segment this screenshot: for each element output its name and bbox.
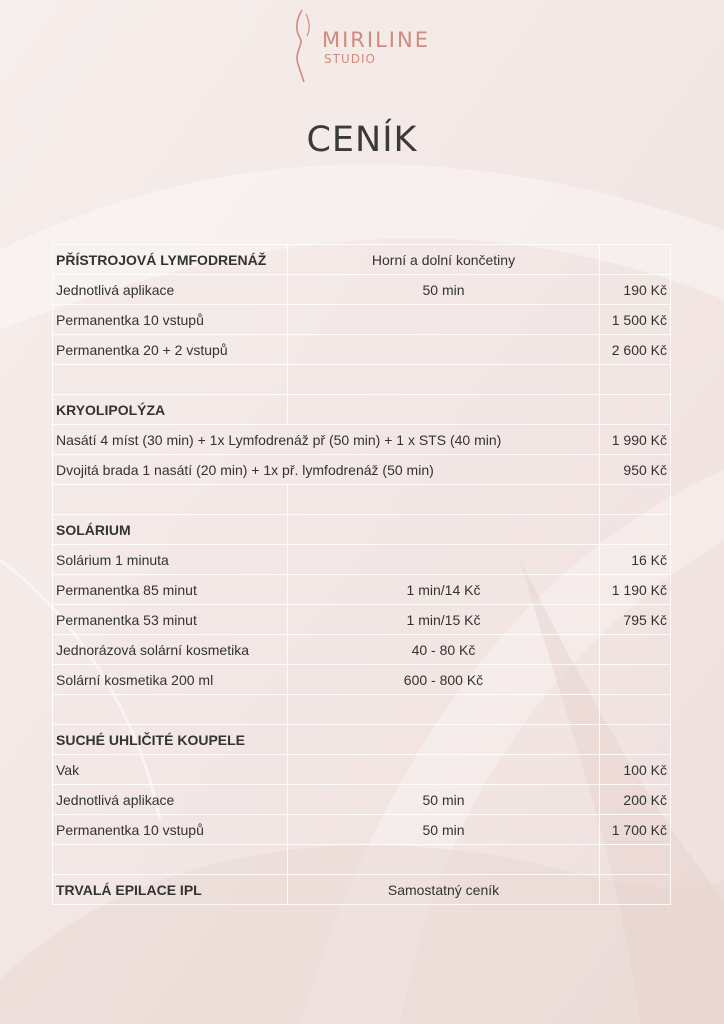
table-row <box>53 335 671 365</box>
table-row <box>53 815 671 845</box>
body-silhouette-icon <box>288 8 318 83</box>
item-detail <box>288 305 600 335</box>
logo <box>288 8 448 83</box>
section-header-lymfo <box>53 245 671 275</box>
item-detail: 1 min/15 Kč <box>288 605 600 635</box>
item-price <box>600 665 671 695</box>
item-price: 2 600 Kč <box>600 335 671 365</box>
section-note: Horní a dolní končetiny <box>288 245 600 275</box>
table-row <box>53 575 671 605</box>
table-row <box>53 455 671 485</box>
item-price: 795 Kč <box>600 605 671 635</box>
item-price: 1 500 Kč <box>600 305 671 335</box>
item-name: Solární kosmetika 200 ml <box>53 665 288 695</box>
section-note: Samostatný ceník <box>288 875 600 905</box>
item-name: Jednotlivá aplikace <box>53 275 288 305</box>
spacer-row <box>53 695 671 725</box>
item-detail: 600 - 800 Kč <box>288 665 600 695</box>
table-row <box>53 305 671 335</box>
item-detail: 50 min <box>288 815 600 845</box>
logo-sub: STUDIO <box>324 52 376 66</box>
item-price <box>600 635 671 665</box>
item-name: Jednotlivá aplikace <box>53 785 288 815</box>
section-title: SUCHÉ UHLIČITÉ KOUPELE <box>53 725 288 755</box>
item-detail: 50 min <box>288 275 600 305</box>
item-price: 950 Kč <box>600 455 671 485</box>
table-row <box>53 275 671 305</box>
section-title: TRVALÁ EPILACE IPL <box>53 875 288 905</box>
item-name: Permanentka 85 minut <box>53 575 288 605</box>
spacer-row <box>53 485 671 515</box>
item-detail: 40 - 80 Kč <box>288 635 600 665</box>
section-header-solarium <box>53 515 671 545</box>
section-header-kryo <box>53 395 671 425</box>
item-name: Vak <box>53 755 288 785</box>
item-name: Solárium 1 minuta <box>53 545 288 575</box>
section-title: KRYOLIPOLÝZA <box>53 395 288 425</box>
table-row <box>53 545 671 575</box>
item-name: Permanentka 20 + 2 vstupů <box>53 335 288 365</box>
item-detail <box>288 545 600 575</box>
spacer-row <box>53 365 671 395</box>
item-detail <box>288 335 600 365</box>
item-name: Permanentka 10 vstupů <box>53 815 288 845</box>
item-price: 190 Kč <box>600 275 671 305</box>
page-title: CENÍK <box>306 120 418 160</box>
table-row <box>53 785 671 815</box>
item-name: Jednorázová solární kosmetika <box>53 635 288 665</box>
item-price: 200 Kč <box>600 785 671 815</box>
table-row <box>53 755 671 785</box>
section-title: PŘÍSTROJOVÁ LYMFODRENÁŽ <box>53 245 288 275</box>
table-row <box>53 605 671 635</box>
item-detail <box>288 755 600 785</box>
item-detail: 50 min <box>288 785 600 815</box>
item-name: Nasátí 4 míst (30 min) + 1x Lymfodrenáž př (50 min) + 1 x STS (40 min) <box>53 425 600 455</box>
section-header-ipl <box>53 875 671 905</box>
item-price: 1 990 Kč <box>600 425 671 455</box>
item-detail: 1 min/14 Kč <box>288 575 600 605</box>
item-name: Permanentka 10 vstupů <box>53 305 288 335</box>
table-row <box>53 665 671 695</box>
item-name: Permanentka 53 minut <box>53 605 288 635</box>
logo-brand: MIRILINE <box>322 28 430 52</box>
price-table <box>52 244 671 905</box>
spacer-row <box>53 845 671 875</box>
section-header-koupele <box>53 725 671 755</box>
item-price: 100 Kč <box>600 755 671 785</box>
item-name: Dvojitá brada 1 nasátí (20 min) + 1x př. lymfodrenáž (50 min) <box>53 455 600 485</box>
item-price: 16 Kč <box>600 545 671 575</box>
table-row <box>53 425 671 455</box>
section-title: SOLÁRIUM <box>53 515 288 545</box>
table-row <box>53 635 671 665</box>
item-price: 1 190 Kč <box>600 575 671 605</box>
item-price: 1 700 Kč <box>600 815 671 845</box>
